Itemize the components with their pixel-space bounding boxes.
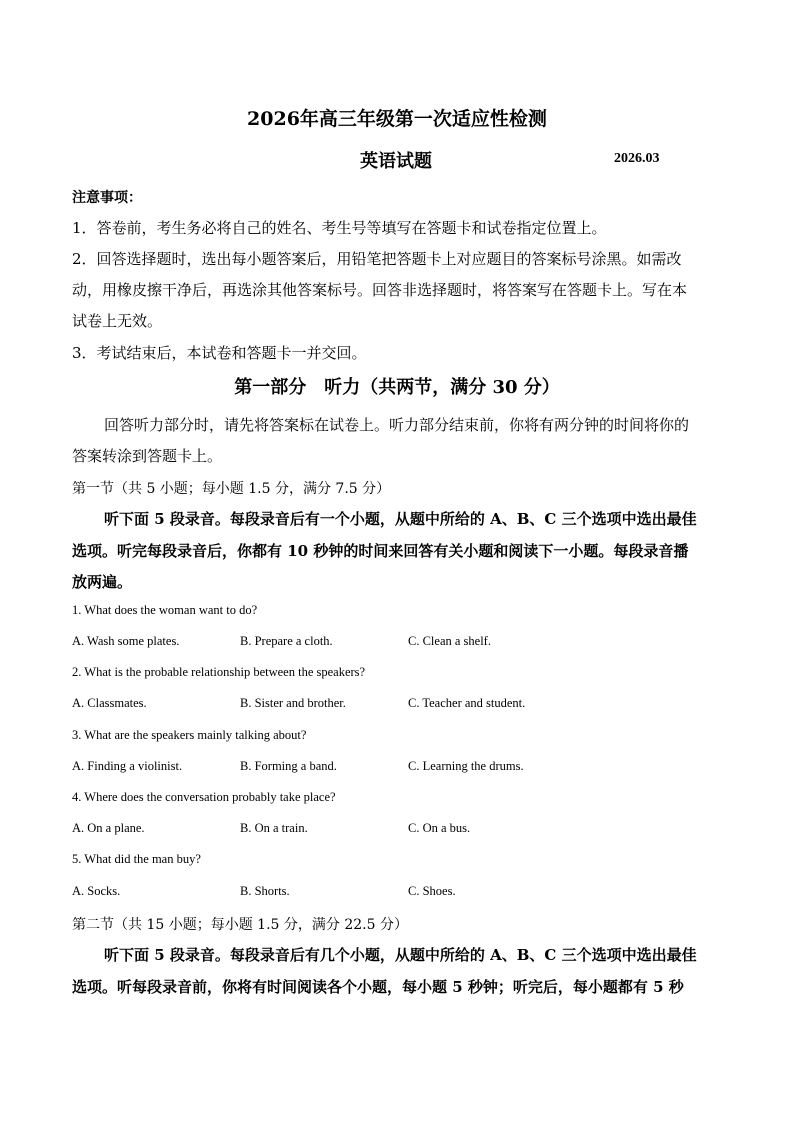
option-b: B. Prepare a cloth. <box>240 634 333 648</box>
option-b: B. Sister and brother. <box>240 696 346 710</box>
option-b: B. Forming a band. <box>240 759 337 773</box>
section1-heading: 第一节（共 5 小题；每小题 1.5 分，满分 7.5 分） <box>72 481 391 497</box>
question-text: 4. Where does the conversation probably take place? <box>72 790 336 804</box>
option-a: A. On a plane. <box>72 821 145 835</box>
question-text: 1. What does the woman want to do? <box>72 603 258 617</box>
option-c: C. Clean a shelf. <box>408 634 491 648</box>
section2-heading: 第二节（共 15 小题；每小题 1.5 分，满分 22.5 分） <box>72 917 408 933</box>
option-a: A. Wash some plates. <box>72 634 180 648</box>
exam-title: 2026年高三年级第一次适应性检测 <box>247 108 547 130</box>
question-text: 3. What are the speakers mainly talking about? <box>72 728 307 742</box>
option-a: A. Socks. <box>72 884 121 898</box>
section2-instruction-line: 选项。听每段录音前，你将有时间阅读各个小题，每小题 5 秒钟；听完后，每小题都有 5 秒 <box>72 978 684 996</box>
option-a: A. Finding a violinist. <box>72 759 183 773</box>
option-c: C. Shoes. <box>408 884 456 898</box>
notes-line: 试卷上无效。 <box>72 312 163 330</box>
notes-line: 2．回答选择题时，选出每小题答案后，用铅笔把答题卡上对应题目的答案标号涂黑。如需改 <box>72 250 682 268</box>
section1-instruction-line: 放两遍。 <box>72 573 133 591</box>
notes-line: 1．答卷前，考生务必将自己的姓名、考生号等填写在答题卡和试卷指定位置上。 <box>72 219 607 237</box>
section1-instruction-line: 听下面 5 段录音。每段录音后有一个小题，从题中所给的 A、B、C 三个选项中选出最佳 <box>104 510 697 528</box>
section1-instruction-line: 选项。听完每段录音后，你都有 10 秒钟的时间来回答有关小题和阅读下一小题。每段录音播 <box>72 542 689 560</box>
notes-line: 动，用橡皮擦干净后，再选涂其他答案标号。回答非选择题时，将答案写在答题卡上。写在本 <box>72 281 688 299</box>
notes-heading: 注意事项： <box>72 190 142 206</box>
option-c: C. On a bus. <box>408 821 471 835</box>
option-c: C. Learning the drums. <box>408 759 524 773</box>
section2-instruction-line: 听下面 5 段录音。每段录音后有几个小题，从题中所给的 A、B、C 三个选项中选出最佳 <box>104 946 697 964</box>
question-text: 2. What is the probable relationship between the speakers? <box>72 665 366 679</box>
part1-title: 第一部分 听力（共两节，满分 30 分） <box>234 377 560 398</box>
part1-intro-line: 答案转涂到答题卡上。 <box>72 447 223 465</box>
option-a: A. Classmates. <box>72 696 147 710</box>
notes-line: 3．考试结束后，本试卷和答题卡一并交回。 <box>72 344 367 362</box>
option-b: B. On a train. <box>240 821 308 835</box>
question-text: 5. What did the man buy? <box>72 852 201 866</box>
exam-date: 2026.03 <box>614 151 660 166</box>
option-b: B. Shorts. <box>240 884 290 898</box>
part1-intro-line: 回答听力部分时，请先将答案标在试卷上。听力部分结束前，你将有两分钟的时间将你的 <box>104 416 690 434</box>
exam-subject: 英语试题 <box>360 151 432 172</box>
option-c: C. Teacher and student. <box>408 696 526 710</box>
